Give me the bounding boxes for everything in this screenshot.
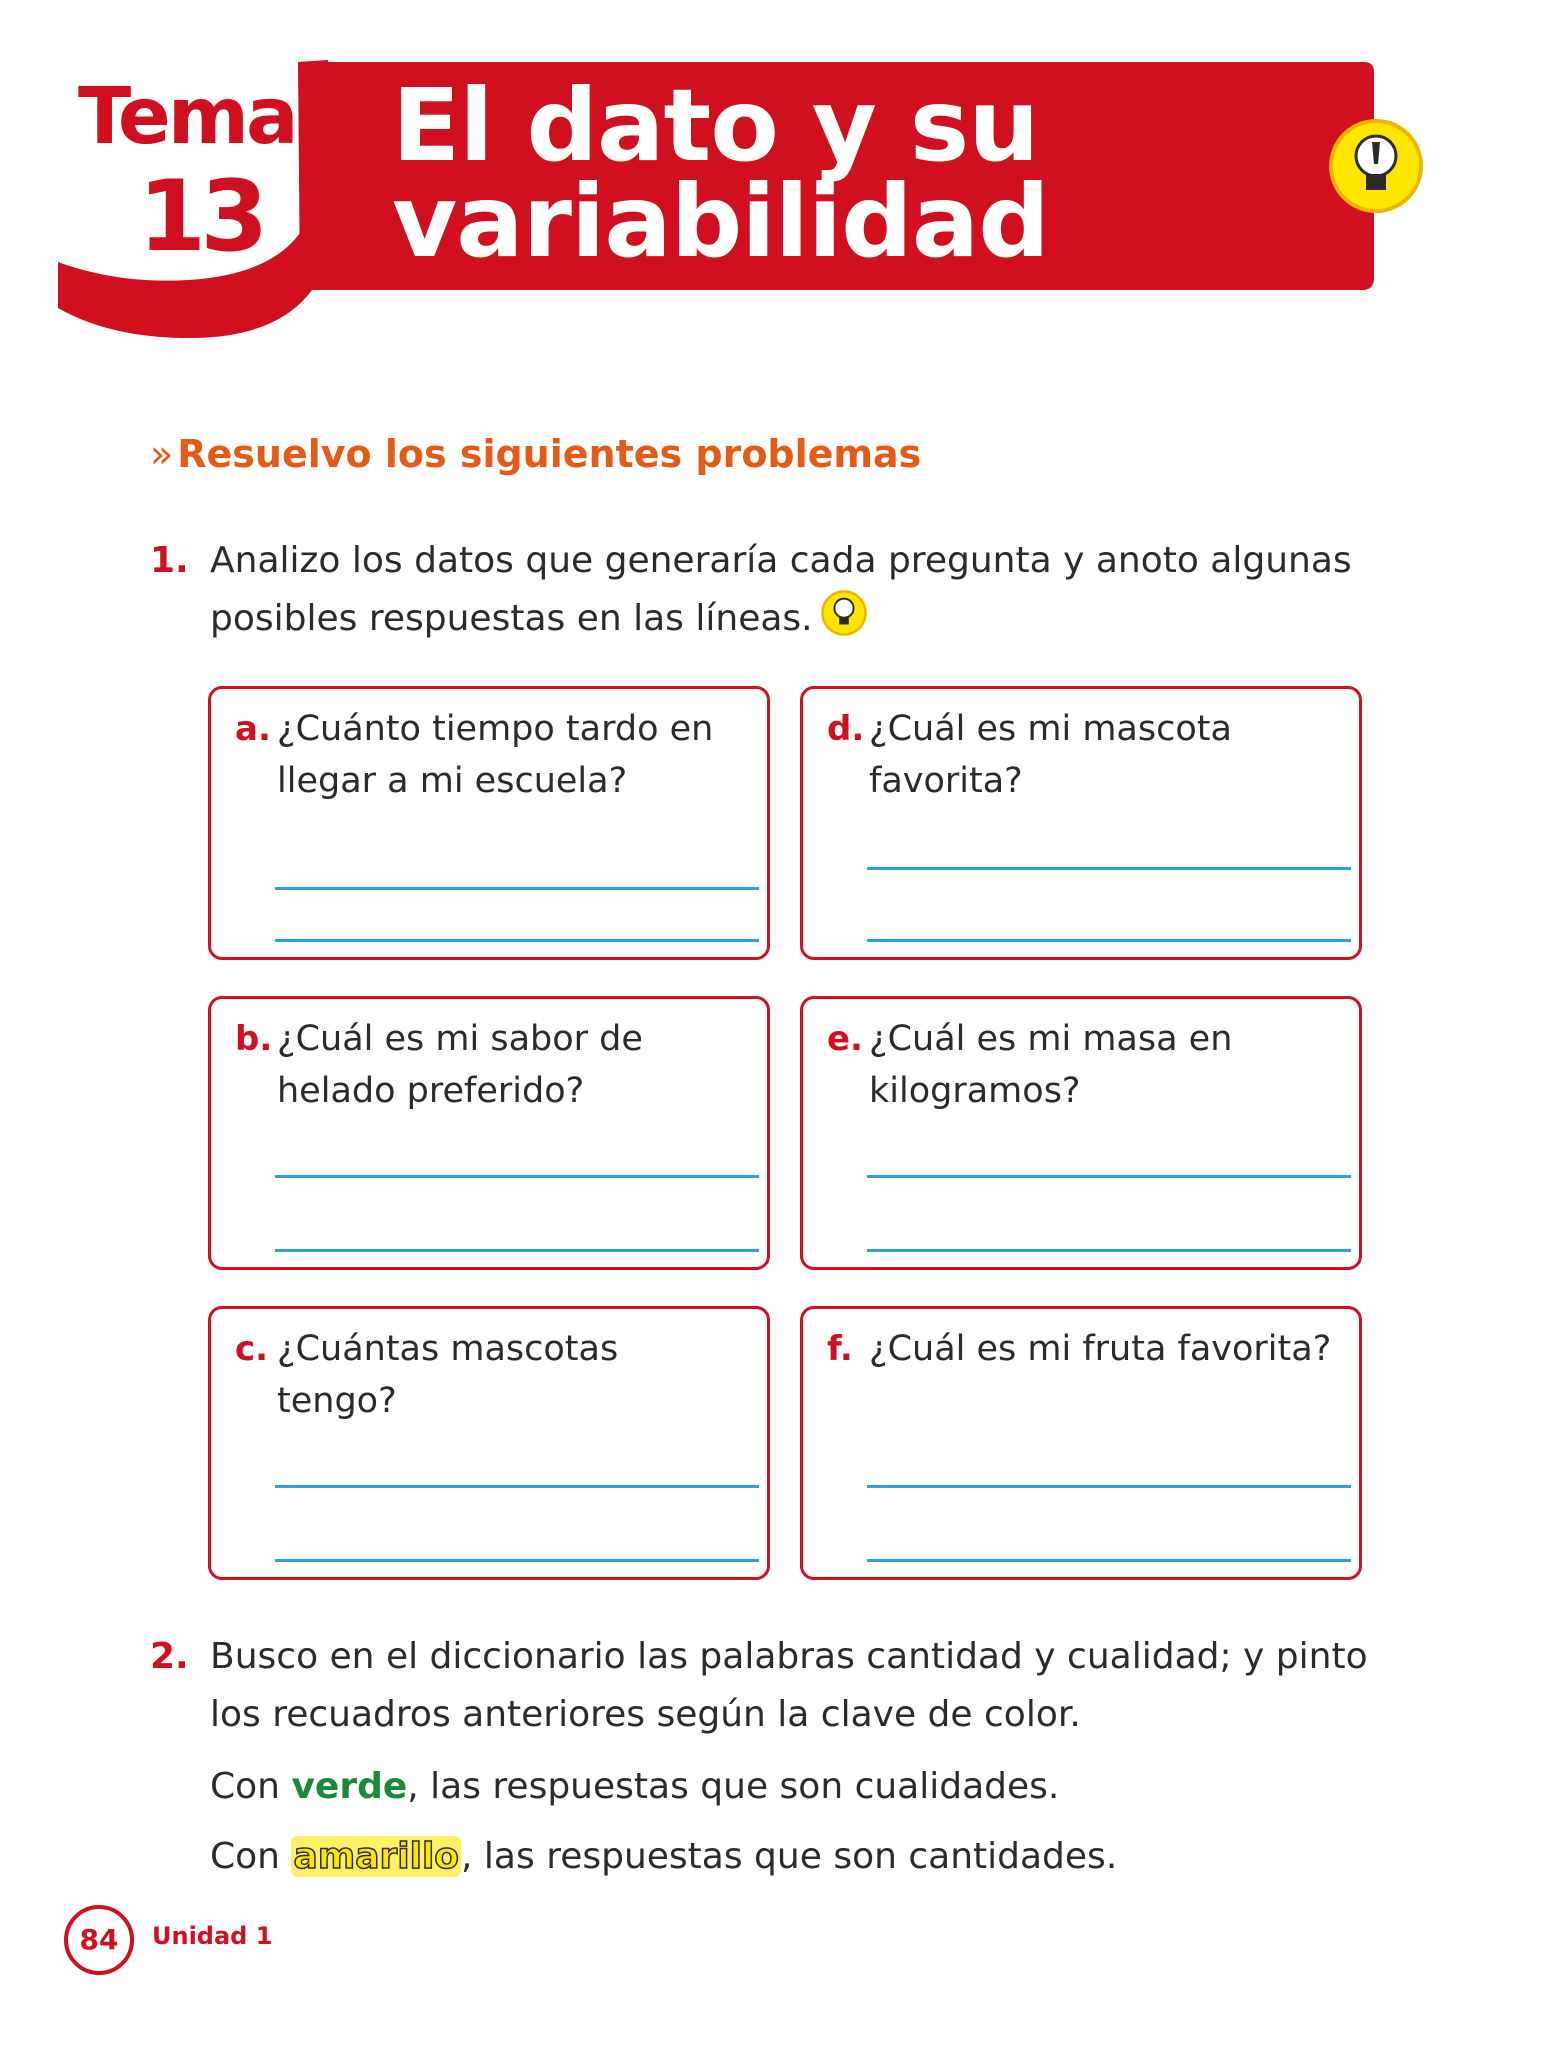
section-heading — [150, 432, 921, 476]
problem-2 — [150, 1628, 1410, 1744]
question-box-e — [800, 996, 1362, 1270]
answer-line[interactable] — [275, 887, 759, 890]
problem-2-number: 2. — [150, 1636, 189, 1677]
answer-line[interactable] — [275, 1175, 759, 1178]
question-letter: a. — [235, 709, 271, 749]
unit-label: Unidad 1 — [152, 1922, 273, 1950]
answer-line[interactable] — [867, 1559, 1351, 1562]
question-text: ¿Cuál es mi fruta favorita? — [869, 1329, 1332, 1369]
chevron-right-icon: » — [150, 432, 174, 476]
question-box-d — [800, 686, 1362, 960]
answer-line[interactable] — [275, 939, 759, 942]
question-box-a — [208, 686, 770, 960]
question-letter: b. — [235, 1019, 273, 1059]
problem-1-number: 1. — [150, 540, 189, 581]
title-line-2: variabilidad — [392, 163, 1049, 280]
answer-line[interactable] — [275, 1559, 759, 1562]
section-heading-text: Resuelvo los siguientes problemas — [177, 432, 922, 476]
question-text: ¿Cuántas mascotas tengo? — [277, 1329, 619, 1421]
question-letter: d. — [827, 709, 865, 749]
question-text: ¿Cuál es mi mascota favorita? — [869, 709, 1232, 801]
tema-number: 13 — [138, 160, 263, 274]
answer-line[interactable] — [867, 939, 1351, 942]
green-word: verde — [291, 1766, 408, 1807]
answer-line[interactable] — [867, 1249, 1351, 1252]
problem-1-text: Analizo los datos que generaría cada pregunta y anoto algunas posibles respuestas en las líneas. — [210, 540, 1352, 639]
question-box-b — [208, 996, 770, 1270]
question-letter: f. — [827, 1329, 853, 1369]
answer-line[interactable] — [867, 1175, 1351, 1178]
lightbulb-pencil-icon — [821, 590, 867, 636]
question-text: ¿Cuál es mi masa en kilogramos? — [869, 1019, 1233, 1111]
question-text: ¿Cuánto tiempo tardo en llegar a mi escuela? — [277, 709, 714, 801]
answer-line[interactable] — [275, 1485, 759, 1488]
title-line-1: El dato y su — [392, 67, 1039, 184]
color-key-yellow: Con amarillo, las respuestas que son cantidades. — [210, 1836, 1118, 1877]
question-letter: e. — [827, 1019, 863, 1059]
answer-line[interactable] — [275, 1249, 759, 1252]
answer-line[interactable] — [867, 867, 1351, 870]
problem-2-text: Busco en el diccionario las palabras cantidad y cualidad; y pinto los recuadros anteriores según la clave de color. — [210, 1636, 1368, 1735]
question-text: ¿Cuál es mi sabor de helado preferido? — [277, 1019, 643, 1111]
problem-1 — [150, 532, 1410, 648]
question-box-c — [208, 1306, 770, 1580]
page-number: 84 — [64, 1905, 134, 1975]
answer-line[interactable] — [867, 1485, 1351, 1488]
color-key-green: Con verde, las respuestas que son cualidades. — [210, 1766, 1060, 1807]
tema-label: Tema — [78, 72, 296, 162]
page-title — [392, 67, 1049, 280]
yellow-word: amarillo — [293, 1836, 460, 1877]
question-box-f — [800, 1306, 1362, 1580]
question-letter: c. — [235, 1329, 269, 1369]
lightbulb-pencil-icon — [1328, 118, 1424, 214]
